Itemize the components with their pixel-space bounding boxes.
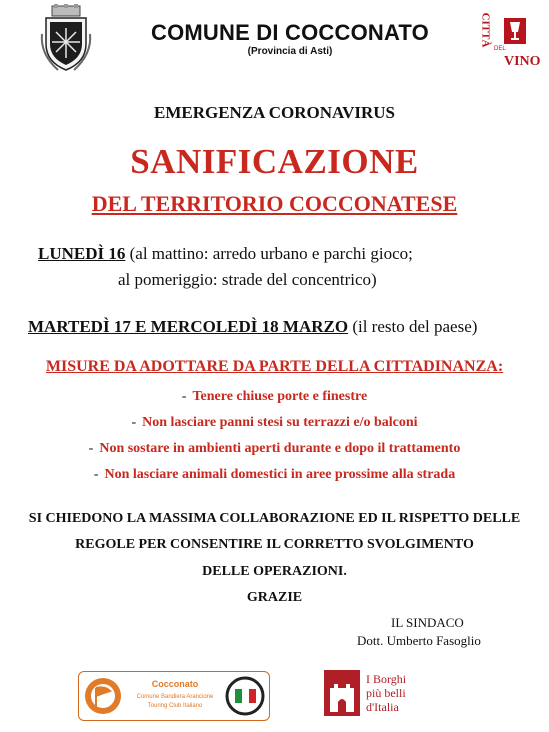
borghi-line-3: d'Italia: [366, 700, 399, 714]
bandiera-arancione-logo: [78, 671, 270, 721]
mayor-name: Dott. Umberto Fasoglio: [357, 633, 481, 648]
measures-title: MISURE DA ADOTTARE DA PARTE DELLA CITTADINANZA:: [45, 358, 504, 375]
tricolor-seal-icon: [225, 676, 265, 716]
monday-label: LUNEDÌ 16: [38, 244, 126, 263]
borghi-line-1: I Borghi: [366, 672, 407, 686]
citta-label: CITTÀ: [479, 12, 492, 48]
mayor-role: IL SINDACO: [391, 615, 464, 630]
province-subtitle: (Provincia di Asti): [247, 46, 333, 57]
dash: -: [93, 467, 99, 482]
citta-del-vino-logo: [479, 10, 541, 72]
measure-item: - Non lasciare animali domestici in aree prossime alla strada: [93, 467, 456, 482]
orange-flag-icon: [83, 676, 123, 716]
comune-title: COMUNE DI COCCONATO: [151, 20, 429, 45]
closing-line-2: REGOLE PER CONSENTIRE IL CORRETTO SVOLGIMENTO: [75, 537, 474, 552]
monday-line-2: al pomeriggio: strade del concentrico): [118, 270, 377, 289]
wine-glass-icon: [502, 12, 528, 46]
monday-text: (al mattino: arredo urbano e parchi gioco;: [129, 244, 413, 263]
bandiera-town: Cocconato: [151, 679, 199, 689]
closing-line-1: SI CHIEDONO LA MASSIMA COLLABORAZIONE ED IL RISPETTO DELLE: [28, 511, 521, 526]
tue-wed-label: MARTEDÌ 17 E MERCOLEDÌ 18 MARZO: [28, 317, 349, 336]
dash: -: [131, 415, 137, 430]
closing-line-3: DELLE OPERAZIONI.: [202, 564, 347, 579]
coat-of-arms-icon: [38, 4, 94, 74]
borghi-line-2: più belli: [366, 686, 406, 700]
borghi-logo: [322, 668, 432, 718]
tue-wed-line: [28, 317, 477, 337]
dash: -: [88, 441, 94, 456]
measure-item: - Non lasciare panni stesi su terrazzi e/o balconi: [131, 415, 418, 430]
monday-line: [38, 244, 413, 264]
bandiera-line-2: Touring Club Italiano: [147, 703, 203, 709]
del-label: DEL: [494, 46, 506, 52]
measure-item: - Non sostare in ambienti aperti durante e dopo il trattamento: [88, 441, 461, 456]
bandiera-line-1: Comune Bandiera Arancione: [136, 694, 214, 700]
measure-item: - Tenere chiuse porte e finestre: [181, 389, 368, 404]
tue-wed-text: (il resto del paese): [352, 317, 478, 336]
thanks: GRAZIE: [246, 590, 303, 605]
dash: -: [181, 389, 187, 404]
main-title: SANIFICAZIONE: [130, 142, 419, 181]
vino-label: VINO: [504, 54, 541, 69]
sub-title: DEL TERRITORIO COCCONATESE: [91, 191, 458, 216]
emergency-heading: EMERGENZA CORONAVIRUS: [153, 103, 396, 122]
castle-icon: [322, 668, 362, 718]
